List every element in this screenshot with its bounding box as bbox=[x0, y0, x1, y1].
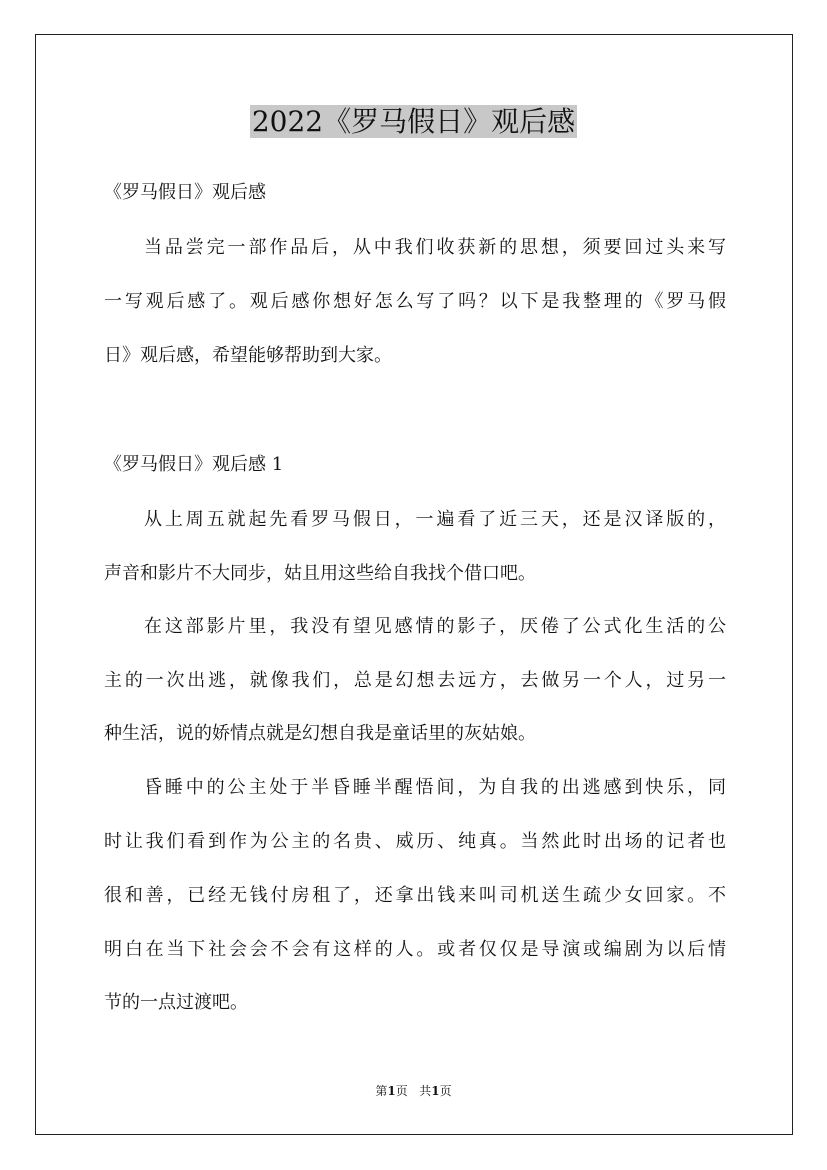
footer-page-total: 1 bbox=[431, 1084, 440, 1098]
paragraph-line: 种生活，说的娇情点就是幻想自我是童话里的灰姑娘。 bbox=[104, 723, 536, 744]
paragraph-line: 明白在当下社会会不会有这样的人。或者仅仅是导演或编剧为以后情 bbox=[104, 939, 726, 960]
paragraph-line: 节的一点过渡吧。 bbox=[104, 992, 248, 1013]
footer-page-mid: 页 共 bbox=[395, 1084, 432, 1098]
footer-page-prefix: 第 bbox=[375, 1084, 388, 1098]
paragraph-line: 时让我们看到作为公主的名贵、威历、纯真。当然此时出场的记者也 bbox=[104, 831, 726, 852]
paragraph-line: 主的一次出逃，就像我们，总是幻想去远方，去做另一个人，过另一 bbox=[104, 670, 726, 691]
paragraph-line: 很和善，已经无钱付房租了，还拿出钱来叫司机送生疏少女回家。不 bbox=[104, 885, 726, 906]
footer-page-number: 1 bbox=[387, 1084, 396, 1098]
paragraph-line: 从上周五就起先看罗马假日，一遍看了近三天，还是汉译版的， bbox=[144, 509, 726, 530]
paragraph-line: 昏睡中的公主处于半昏睡半醒悟间，为自我的出逃感到快乐，同 bbox=[144, 777, 726, 798]
intro-line: 一写观后感了。观后感你想好怎么写了吗？以下是我整理的《罗马假 bbox=[104, 291, 726, 312]
paragraph-line: 声音和影片不大同步，姑且用这些给自我找个借口吧。 bbox=[104, 563, 536, 584]
section-heading: 《罗马假日》观后感 1 bbox=[104, 454, 284, 475]
page-footer bbox=[0, 1082, 827, 1100]
intro-line: 日》观后感，希望能够帮助到大家。 bbox=[104, 345, 392, 366]
paragraph-line: 在这部影片里，我没有望见感情的影子，厌倦了公式化生活的公 bbox=[144, 616, 726, 637]
document-title bbox=[0, 101, 827, 143]
intro-line: 当品尝完一部作品后，从中我们收获新的思想，须要回过头来写 bbox=[144, 237, 726, 258]
footer-page-suffix: 页 bbox=[439, 1084, 452, 1098]
intro-heading: 《罗马假日》观后感 bbox=[104, 182, 266, 203]
document-title-text: 2022《罗马假日》观后感 bbox=[251, 105, 576, 138]
